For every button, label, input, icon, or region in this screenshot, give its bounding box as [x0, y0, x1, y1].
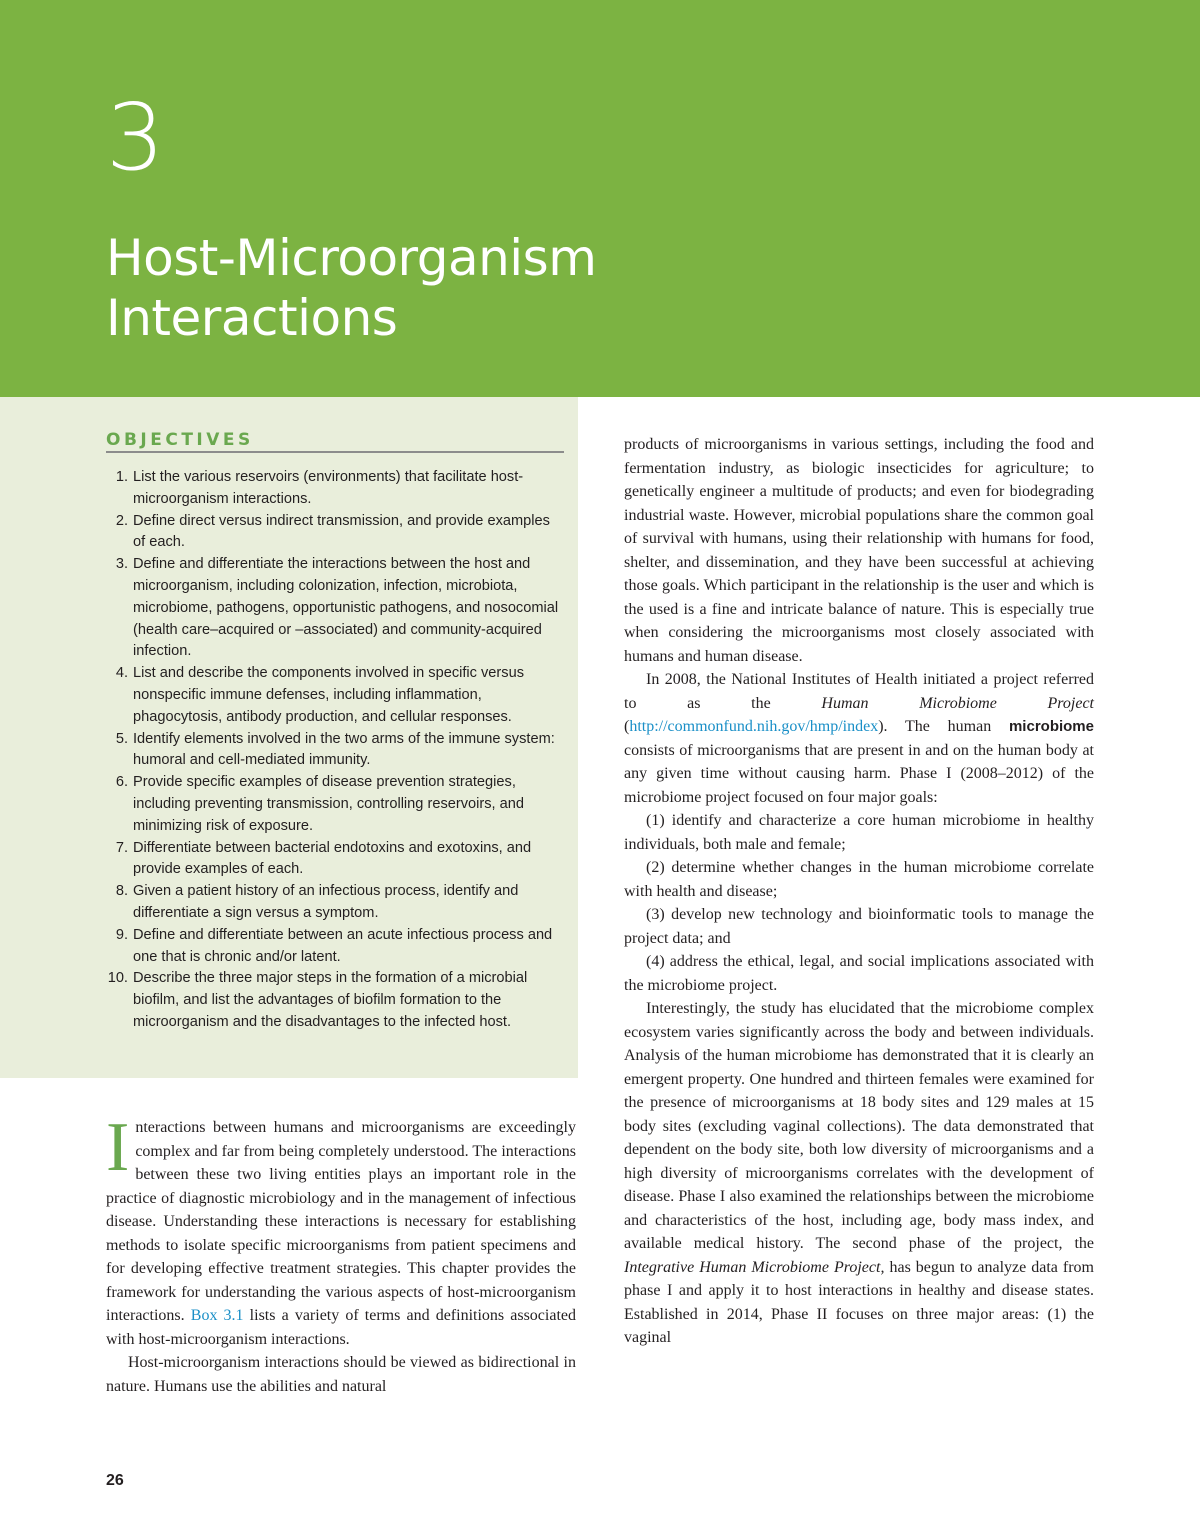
objective-number: 6. — [115, 774, 128, 791]
objective-item — [106, 772, 566, 837]
objective-text: Given a patient history of an infectious process, identify and differentiate a sign versus a symptom. — [133, 883, 519, 921]
objective-number: 10. — [107, 970, 128, 987]
chapter-header-band — [0, 0, 1200, 397]
objectives-divider — [106, 451, 564, 453]
objective-number: 9. — [115, 926, 128, 943]
ihmp-project-name: Integrative Human Microbiome Project, — [624, 1258, 885, 1276]
intro-text: nteractions between humans and microorganisms are exceedingly complex and far from being completely understood. The interactions between these two living entities plays an important role in the practice of diagnostic microbiology and in the management of infectious disease. Understanding these interactions is necessary for establishing methods to isolate specific microorganisms from patient specimens and for developing effective treatment strategies. This chapter provides the framework for understanding the various aspects of host-microorganism interactions. — [106, 1119, 576, 1324]
intro-paragraph — [106, 1109, 577, 1351]
chapter-title-line2: Interactions — [106, 289, 398, 347]
body-text-cont: has begun to analyze data from phase I and apply it to host interactions in healthy and disease states. Established in 2014, Phase II focuses on three major areas: (1) the vaginal — [624, 1258, 1094, 1346]
box-3-1-link[interactable]: Box 3.1 — [190, 1307, 244, 1324]
objective-text: Provide specific examples of disease prevention strategies, including preventing transmission, controlling reservoirs, and minimizing risk of exposure. — [133, 774, 524, 834]
objective-item — [106, 968, 566, 1033]
hmp-project-name: Human Microbiome Project — [821, 694, 1095, 712]
objective-text: Define and differentiate the interactions between the host and microorganism, including colonization, infection, microbiota, microbiome, pathogens, opportunistic pathogens, and nosocomial (health care–acquired or –associated) and community-acquired infection. — [133, 556, 559, 660]
objective-text: Differentiate between bacterial endotoxins and exotoxins, and provide examples of each. — [133, 839, 532, 878]
hmp-text: In 2008, the National Institutes of Health initiated a project referred to as the — [624, 671, 1094, 712]
objectives-list — [106, 467, 566, 1034]
hmp-paragraph — [624, 668, 1094, 809]
objective-number: 3. — [115, 556, 128, 573]
body-paragraph: Host-microorganism interactions should be viewed as bidirectional in nature. Humans use the abilities and natural — [106, 1354, 576, 1395]
objective-text: Define and differentiate between an acute infectious process and one that is chronic and/or latent. — [133, 926, 553, 965]
objective-item — [106, 467, 566, 511]
objective-item — [106, 729, 566, 773]
objective-number: 7. — [115, 839, 128, 856]
goal-item: (4) address the ethical, legal, and social implications associated with the microbiome project. — [624, 953, 1094, 994]
goal-item: (3) develop new technology and bioinformatic tools to manage the project data; and — [624, 906, 1094, 947]
objective-item — [106, 554, 566, 663]
goal-item: (2) determine whether changes in the human microbiome correlate with health and disease; — [624, 859, 1094, 900]
objective-item — [106, 925, 566, 969]
hmp-text-paren: ( — [624, 718, 630, 735]
objective-text: Identify elements involved in the two arms of the immune system: humoral and cell-mediated immunity. — [133, 730, 555, 769]
right-body-column — [624, 433, 1094, 1350]
left-body-column — [106, 1109, 577, 1398]
hmp-text-end: consists of microorganisms that are present in and on the human body at any given time without causing harm. Phase I (2008–2012) of the microbiome project focused on four major goals: — [624, 741, 1094, 806]
objective-text: Describe the three major steps in the formation of a microbial biofilm, and list the advantages of biofilm formation to the microorganism and the disadvantages to the infected host. — [133, 970, 528, 1030]
objective-item — [106, 663, 566, 728]
objective-item — [106, 881, 566, 925]
objective-item — [106, 838, 566, 882]
goal-item: (1) identify and characterize a core human microbiome in healthy individuals, both male and female; — [624, 812, 1094, 853]
objective-number: 1. — [115, 469, 128, 485]
page-number: 26 — [106, 1472, 124, 1489]
chapter-title — [106, 228, 596, 348]
objective-item — [106, 511, 566, 555]
body-paragraph: products of microorganisms in various settings, including the food and fermentation industry, as biologic insecticides for agriculture; to genetically engineer a multitude of products; and even for biodegrading industrial waste. However, microbial populations share the common goal of survival with humans, using their relationship with humans for food, shelter, and dissemination, and they have been successful at achieving those goals. Which participant in the relationship is the user and which is the used is a fine and intricate balance of nature. This is especially true when considering the microorganisms most closely associated with humans and human disease. — [624, 436, 1094, 665]
intro-text-cont: lists a variety of terms and definitions associated with host-microorganism interactions. — [106, 1307, 577, 1348]
objectives-heading: OBJECTIVES — [106, 430, 254, 450]
objective-number: 4. — [115, 665, 128, 682]
objective-number: 2. — [115, 512, 128, 529]
chapter-title-line1: Host-Microorganism — [106, 229, 597, 287]
objective-text: List and describe the components involved in specific versus nonspecific immune defenses, including inflammation, phagocytosis, antibody production, and cellular responses. — [133, 665, 524, 725]
key-term-microbiome: microbiome — [1008, 718, 1094, 735]
hmp-url-link[interactable]: http://commonfund.nih.gov/hmp/index — [629, 718, 879, 735]
body-text: Interestingly, the study has elucidated that the microbiome complex ecosystem varies significantly across the body and between individuals. Analysis of the human microbiome has demonstrated that it is clearly an emergent property. One hundred and thirteen females were examined for the presence of microorganisms at 18 body sites and 129 males at 15 body sites (excluding vaginal collections). The data demonstrated that dependent on the body site, both low diversity of microorganisms and a high diversity of microorganisms correlates with the development of disease. Phase I also examined the relationships between the microbiome and characteristics of the host, including age, body mass index, and available medical history. The second phase of the project, the — [624, 1000, 1094, 1252]
body-paragraph — [624, 997, 1094, 1350]
drop-cap: I — [106, 1109, 130, 1186]
objective-number: 5. — [115, 730, 128, 747]
objective-text: List the various reservoirs (environments) that facilitate host-microorganism interactions. — [133, 469, 524, 507]
hmp-text-cont: ). The human — [878, 718, 1009, 735]
objective-text: Define direct versus indirect transmission, and provide examples of each. — [133, 512, 550, 551]
chapter-number: 3 — [106, 84, 165, 191]
objective-number: 8. — [115, 883, 128, 900]
